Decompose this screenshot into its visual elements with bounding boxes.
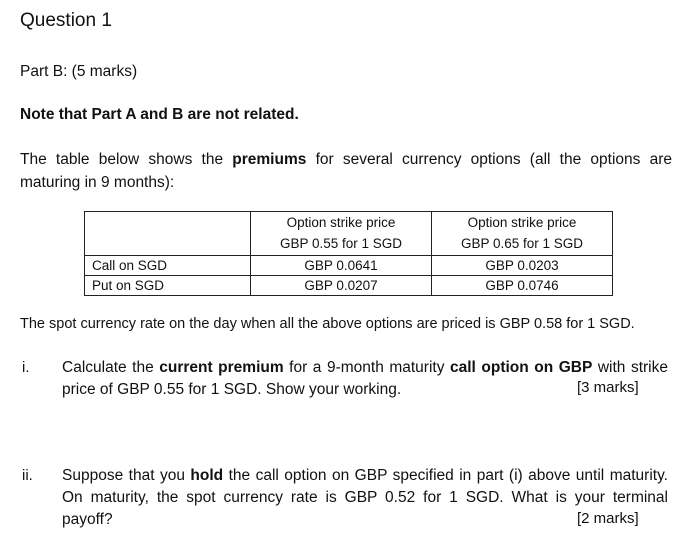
marks-label: [2 marks] bbox=[577, 510, 639, 527]
subquestion-number: ii. bbox=[22, 467, 33, 484]
row-label: Call on SGD bbox=[85, 256, 251, 276]
header-line-2: GBP 0.55 for 1 SGD bbox=[279, 236, 403, 251]
note-text: Note that Part A and B are not related. bbox=[20, 106, 299, 123]
table-cell: GBP 0.0203 bbox=[432, 256, 613, 276]
row-label: Put on SGD bbox=[85, 276, 251, 296]
premiums-table bbox=[84, 211, 613, 296]
text-run: Suppose that you bbox=[62, 467, 191, 484]
marks-label: [3 marks] bbox=[577, 379, 639, 396]
spot-rate-text: The spot currency rate on the day when all the above options are priced is GBP 0.58 for 1 SGD. bbox=[20, 316, 635, 332]
bold-current-premium: current premium bbox=[159, 359, 284, 376]
intro-text-start: The table below shows the bbox=[20, 151, 233, 168]
table-corner-cell bbox=[85, 212, 251, 256]
text-run: the call option on GBP specified in part (i) above until maturity. On maturity, the spot currency rate is GBP 0.52 for 1 SGD. What is your terminal payoff? bbox=[62, 467, 668, 528]
intro-bold-premiums: premiums bbox=[232, 151, 307, 168]
subquestion-number: i. bbox=[22, 359, 30, 376]
header-line-1: Option strike price bbox=[286, 215, 396, 230]
text-run: for a 9-month maturity bbox=[283, 359, 450, 376]
bold-call-option-gbp: call option on GBP bbox=[450, 359, 593, 376]
intro-text-end: for several currency options (all the options are maturing in 9 months): bbox=[20, 151, 672, 191]
header-line-2: GBP 0.65 for 1 SGD bbox=[460, 236, 584, 251]
header-line-1: Option strike price bbox=[467, 215, 577, 230]
header-strike-055 bbox=[251, 212, 432, 256]
text-run: Calculate the bbox=[62, 359, 160, 376]
table-cell: GBP 0.0207 bbox=[251, 276, 432, 296]
table-row bbox=[85, 256, 613, 276]
intro-paragraph bbox=[20, 148, 672, 194]
bold-hold: hold bbox=[190, 467, 224, 484]
table-cell: GBP 0.0746 bbox=[432, 276, 613, 296]
table-row bbox=[85, 276, 613, 296]
table-cell: GBP 0.0641 bbox=[251, 256, 432, 276]
text-run: with strike price of GBP 0.55 for 1 SGD. Show your working. bbox=[62, 359, 668, 398]
part-heading: Part B: (5 marks) bbox=[20, 63, 138, 80]
header-strike-065 bbox=[432, 212, 613, 256]
question-title: Question 1 bbox=[20, 10, 112, 31]
table-header-row bbox=[85, 212, 613, 256]
